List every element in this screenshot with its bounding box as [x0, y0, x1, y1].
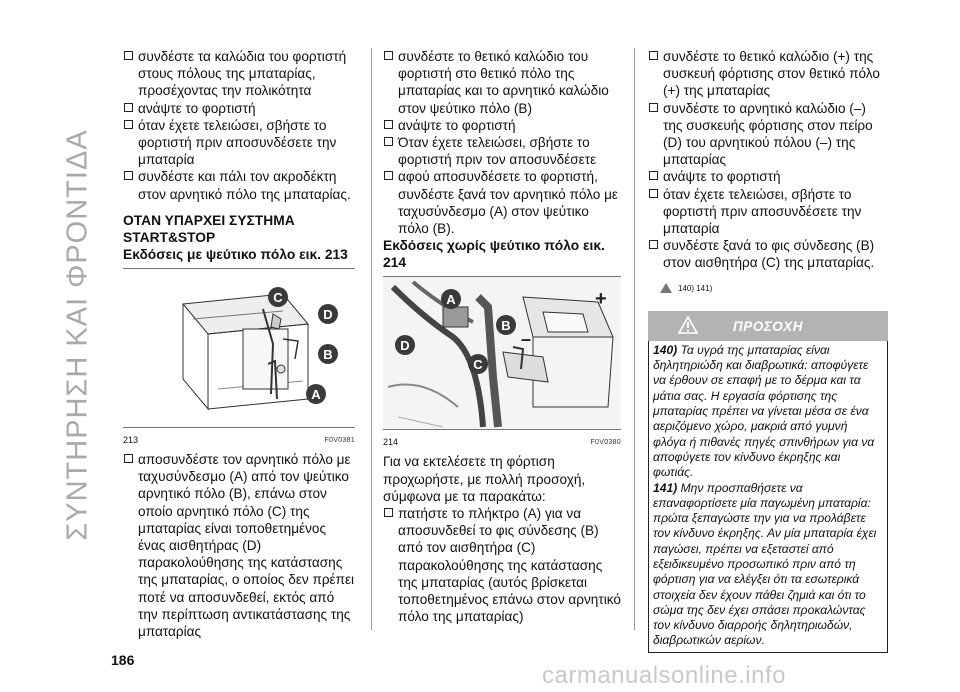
svg-text:–: –: [521, 329, 532, 350]
warning-references: 140) 141): [660, 280, 888, 297]
column-2: [383, 48, 621, 625]
figure-caption: [123, 432, 355, 449]
list-item: πατήστε το πλήκτρο (A) για να αποσυνδεθεί το φις σύνδεσης (B) από τον αισθητήρα (C) παρακολούθησης της κατάστασης της μπαταρίας (αυτός βρίσκεται τοποθετημένος επάνω στον αρνητικό πόλο της μπαταρίας): [383, 505, 621, 625]
body-paragraph: Για να εκτελέσετε τη φόρτιση προχωρήστε, με πολλή προσοχή, σύμφωνα με τα παρακάτω:: [383, 454, 586, 504]
list-item: ανάψτε το φορτιστή: [648, 168, 888, 185]
page-number: 186: [111, 652, 135, 668]
list-item: συνδέστε το θετικό καλώδιο του φορτιστή στο θετικό πόλο της μπαταρίας και το αρνητικό καλώδιο στον ψεύτικο πόλο (B): [383, 48, 621, 117]
side-section-title-text: ΣΥΝΤΗΡΗΣΗ ΚΑΙ ΦΡΟΝΤΙΔΑ: [61, 129, 94, 541]
callout-label-A: [306, 384, 326, 404]
list-item: ανάψτε το φορτιστή: [123, 100, 355, 117]
checkbox-bullet-icon: [649, 51, 658, 60]
checkbox-bullet-icon: [384, 120, 393, 129]
side-section-title: [58, 40, 98, 630]
callout-label-C: [468, 354, 488, 374]
checkbox-bullet-icon: [649, 240, 658, 249]
svg-text:+: +: [595, 288, 607, 311]
section-heading: ΟΤΑΝ ΥΠΑΡΧΕΙ ΣΥΣΤΗΜΑ START&STOP: [123, 212, 295, 245]
svg-text:B: B: [501, 318, 511, 334]
subsection-heading: Εκδόσεις με ψεύτικο πόλο εικ. 213: [123, 246, 348, 262]
list-item: όταν έχετε τελειώσει, σβήστε το φορτιστή πριν αποσυνδέσετε την μπαταρία: [123, 117, 355, 169]
checkbox-bullet-icon: [124, 103, 133, 112]
warning-140: 140) Τα υγρά της μπαταρίας είναι δηλητηριώδη και διαβρωτικά: αποφύγετε να έρθουν σε επαφή με το δέρμα και τα μάτια σας. Η εργασία φόρτισης της μπαταρίας πρέπει να γίνεται μέσα σε ένα αεριζόμενο χώρο, μακριά από γυμνή φλόγα ή πιθανές πηγές σπινθήρων για να αποφύγετε τον κίνδυνο έκρηξης και φωτιάς.: [653, 342, 875, 480]
checkbox-bullet-icon: [124, 51, 133, 60]
figure-code: F0V0381: [324, 436, 355, 444]
checkbox-bullet-icon: [384, 171, 393, 180]
svg-text:C: C: [273, 289, 283, 305]
warning-triangle-icon: [660, 283, 672, 293]
checkbox-bullet-icon: [384, 51, 393, 60]
column-divider: [634, 48, 635, 630]
checkbox-bullet-icon: [384, 137, 393, 146]
watermark: carmanualsonline.info: [542, 662, 786, 689]
callout-label-B: [318, 344, 338, 364]
svg-text:B: B: [323, 346, 333, 362]
column-3: [648, 48, 888, 653]
figure-code: F0V0380: [590, 439, 621, 447]
callout-label-C: [268, 287, 288, 307]
battery-illustration: [123, 269, 355, 427]
callout-label-D: [318, 304, 338, 324]
warning-box: [648, 341, 888, 653]
figure-214: [383, 276, 621, 430]
list-item: συνδέστε και πάλι τον ακροδέκτη στον αρνητικό πόλο της μπαταρίας.: [123, 168, 355, 202]
column-divider: [371, 48, 372, 630]
list-item: συνδέστε τα καλώδια του φορτιστή στους πόλους της μπαταρίας, προσέχοντας την πολικότητα: [123, 48, 355, 100]
figure-number: 214: [383, 437, 399, 448]
checkbox-bullet-icon: [649, 171, 658, 180]
list-item: ανάψτε το φορτιστή: [383, 117, 621, 134]
warning-header: [648, 311, 888, 341]
figure-caption: [383, 434, 621, 451]
callout-label-D: [395, 335, 415, 355]
battery-photo-illustration: [383, 277, 621, 429]
list-item: συνδέστε το αρνητικό καλώδιο (–) της συσκευής φόρτισης στον πείρο (D) του αρνητικού πόλου (–) της μπαταρίας: [648, 100, 888, 169]
list-item: Όταν έχετε τελειώσει, σβήστε το φορτιστή πριν τον αποσυνδέσετε: [383, 134, 621, 168]
list-item: όταν έχετε τελειώσει, σβήστε το φορτιστή πριν αποσυνδέσετε την μπαταρία: [648, 186, 888, 238]
column-1: [123, 48, 355, 640]
figure-213: [123, 268, 355, 428]
list-item: συνδέστε το θετικό καλώδιο (+) της συσκευή φόρτισης στον θετικό πόλο (+) της μπαταρίας: [648, 48, 888, 100]
figure-number: 213: [123, 434, 139, 445]
callout-label-B: [496, 315, 516, 335]
checkbox-bullet-icon: [649, 189, 658, 198]
warning-title: ΠΡΟΣΟΧΗ: [733, 318, 803, 334]
warning-141: 141) Μην προσπαθήσετε να επαναφορτίσετε μία παγωμένη μπαταρία: πρώτα ξεπαγώστε την για να προλάβετε τον κίνδυνο έκρηξης. Αν μία μπαταρία έχει παγώσει, πρέπει να εξεταστεί από εξειδικευμένο προσωπικό πριν από τη φόρτιση για να ελέγξει ότι τα εσωτερικά στοιχεία δεν έχουν πάθει ζημιά και ότι το σώμα της δεν έχει σπάσει προκαλώντας τον κίνδυνο διαρροής δηλητηριωδών, διαβρωτικών αερίων.: [653, 480, 877, 648]
svg-text:C: C: [473, 357, 483, 373]
checkbox-bullet-icon: [384, 508, 393, 517]
checkbox-bullet-icon: [649, 103, 658, 112]
checkbox-bullet-icon: [124, 120, 133, 129]
list-item: αποσυνδέστε τον αρνητικό πόλο με ταχυσύνδεσμο (A) από τον ψεύτικο αρνητικό πόλο (B), επάνω στον οποίο αρνητικό πόλο (C) της μπαταρίας είναι τοποθετημένος ένας αισθητήρας (D) παρακολούθησης της κατάστασης της μπαταρίας, ο οποίος δεν πρέπει ποτέ να αποσυνδεθεί, εκτός από την περίπτωση αντικατάστασης της μπαταρίας: [123, 451, 355, 640]
svg-text:D: D: [400, 338, 410, 354]
checkbox-bullet-icon: [124, 171, 133, 180]
list-item: συνδέστε ξανά το φις σύνδεσης (B) στον αισθητήρα (C) της μπαταρίας.: [648, 237, 888, 271]
subsection-heading: Εκδόσεις χωρίς ψεύτικο πόλο εικ. 214: [383, 238, 605, 271]
svg-text:A: A: [311, 386, 321, 402]
checkbox-bullet-icon: [124, 454, 133, 463]
svg-text:A: A: [446, 292, 456, 308]
list-item: αφού αποσυνδέσετε το φορτιστή, συνδέστε ξανά τον αρνητικό πόλο με ταχυσύνδεσμο (A) στον ψεύτικο πόλο (B).: [383, 168, 621, 237]
callout-label-A: [441, 289, 461, 309]
svg-text:D: D: [323, 306, 333, 322]
